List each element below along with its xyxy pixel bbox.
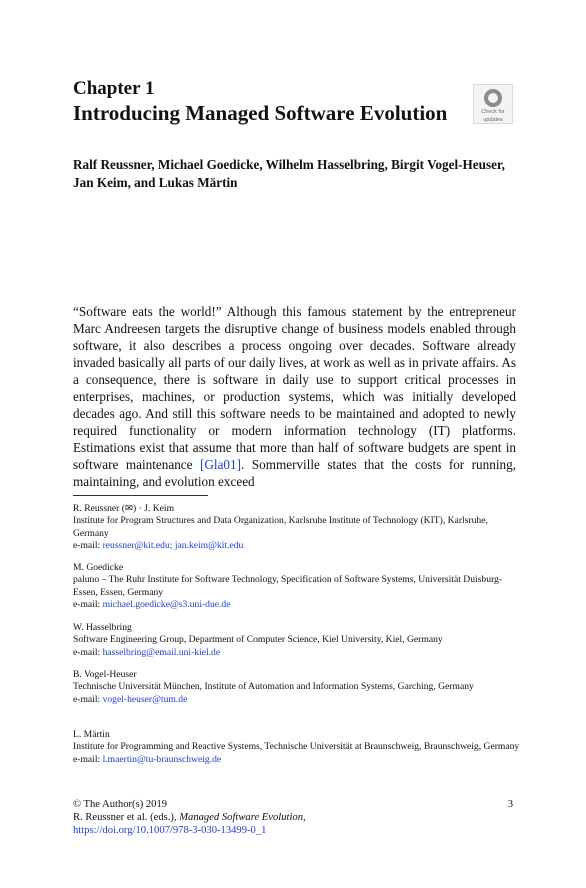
body-text-end: . Sommerville states that the costs for running, maintaining, and evolution exceed [73,457,516,489]
email-label: e-mail: [73,646,103,658]
affiliation-block [73,729,523,766]
footnote-divider [73,495,208,496]
email-link[interactable]: hasselbring@email.uni-kiel.de [102,646,221,658]
body-paragraph [73,303,516,490]
book-editors: R. Reussner et al. (eds.), [73,812,180,823]
affiliation-institution: Software Engineering Group, Department of Computer Science, Kiel University, Kiel, Germany [73,634,443,646]
affiliation-block [73,503,523,553]
email-link[interactable]: l.maertin@tu-braunschweig.de [102,753,222,765]
affiliation-names: W. Hasselbring [73,622,132,633]
book-title: Managed Software Evolution [179,812,303,823]
author-list [73,156,516,192]
affiliation-email-line [73,540,523,552]
affiliation-institution: Technische Universität München, Institute of Automation and Information Systems, Garching, Germany [73,681,474,693]
page-number: 3 [507,799,513,810]
affiliation-names: R. Reussner (✉) · J. Keim [73,503,175,514]
affiliation-email-line [73,647,523,659]
badge-line-2: updates [483,117,503,123]
check-for-updates-icon [484,89,502,107]
email-link[interactable]: vogel-heuser@tum.de [102,693,188,705]
email-label: e-mail: [73,693,103,705]
affiliation-names: M. Goedicke [73,562,124,573]
affiliation-institution: paluno – The Ruhr Institute for Software Technology, Specification of Software Systems, Universität Duisburg-Essen, Essen, Germany [73,574,503,598]
footer-block [73,798,306,837]
affiliation-institution: Institute for Program Structures and Data Organization, Karlsruhe Institute of Technology (KIT), Karlsruhe, Germany [73,515,488,539]
email-link[interactable]: michael.goedicke@s3.uni-due.de [102,599,231,611]
book-reference [73,811,306,824]
affiliation-email-line [73,694,523,706]
affiliation-block [73,669,523,706]
check-for-updates-badge[interactable] [473,84,513,124]
email-link[interactable]: reussner@kit.edu; jan.keim@kit.edu [102,540,244,552]
affiliation-block [73,562,523,612]
chapter-number: Chapter 1 [73,78,155,99]
author-line-1: Ralf Reussner, Michael Goedicke, Wilhelm Hasselbring, Birgit Vogel-Heuser, [73,157,505,172]
chapter-title: Introducing Managed Software Evolution [73,101,448,125]
affiliation-email-line [73,754,523,766]
author-line-2: Jan Keim, and Lukas Märtin [73,175,238,190]
copyright-line: © The Author(s) 2019 [73,799,168,810]
affiliation-email-line [73,599,523,611]
citation-link[interactable]: [Gla01] [199,457,241,472]
email-label: e-mail: [73,540,103,552]
affiliation-names: L. Märtin [73,729,110,740]
badge-line-1: Check for [481,109,505,115]
email-label: e-mail: [73,753,103,765]
doi-link[interactable]: https://doi.org/10.1007/978-3-030-13499-0_1 [73,825,267,836]
book-suffix: , [303,812,306,823]
affiliation-names: B. Vogel-Heuser [73,669,137,680]
body-text-start: “Software eats the world!” Although this famous statement by the entrepreneur Marc Andreesen targets the disruptive change of business models enabled through software, it also describes a process ongoing over decades. Software already invaded basically all parts of our daily lives, at work as well as in private affairs. As a consequence, there is software in daily use to support critical processes in enterprises, machines, or production systems, which was initially developed decades ago. And still this software needs to be maintained and adopted to newly required functionality or modern information technology (IT) platforms. Estimations exist that assume that more than half of software budgets are spent in software maintenance [73,304,516,472]
email-label: e-mail: [73,599,103,611]
affiliation-institution: Institute for Programming and Reactive Systems, Technische Universität at Braunschweig, Braunschweig, Germany [73,741,520,753]
affiliation-block [73,622,523,659]
